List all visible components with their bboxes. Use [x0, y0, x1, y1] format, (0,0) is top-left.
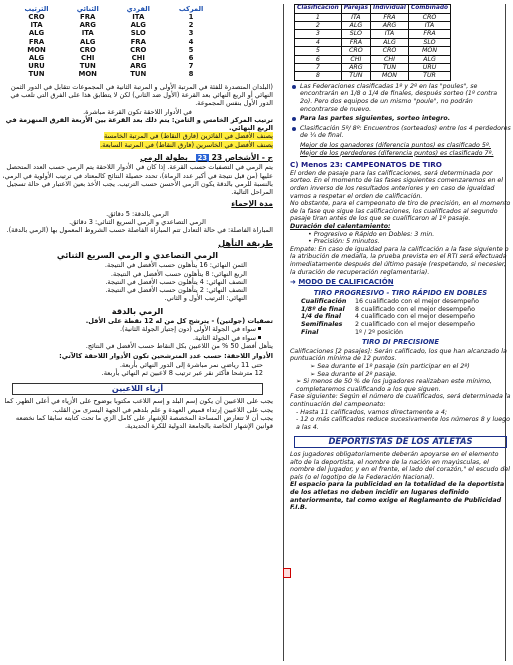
ranking-cell: ITA — [132, 13, 145, 21]
paragraph: الأدوار اللاحقة: حسب عدد المترشحين تكون الأدوار اللاحقة كالآتي: — [59, 352, 273, 361]
paragraph: Los jugadores obligatoriamente deberán apoyarse en el elemento alto de la deportista, el nombre de la nación en mayúsculas, el nombre del jugador, y en el frente, el lado del corazón," el escudo del país (o el logotipo de la Federación Nacional). — [290, 450, 510, 481]
bullet-text: Sea durante el 2º pasaje. — [317, 370, 398, 378]
paragraph: No obstante, para el campeonato de tiro de precisión, en el momento de la fase que sigue las calificaciones, los cualificados al segundo pasaje tiran antes de los que se cualificaron al 1º pasaje. — [290, 200, 511, 223]
bullet-item — [290, 115, 511, 123]
classification-row — [295, 72, 451, 80]
bullet-icon — [258, 336, 261, 339]
paragraph: ➢ Sea durante el 2º pasaje. — [310, 370, 398, 378]
paragraph: • Progresivo e Rápido en Dobles: 3 min. — [308, 230, 435, 238]
section-heading — [2, 154, 273, 162]
ranking-cell: URU — [28, 62, 45, 71]
ranking-cell: FRA — [130, 37, 146, 46]
classification-cell: 8 — [295, 72, 342, 80]
classification-cell: SLO — [408, 38, 450, 46]
list-text: Hasta 11 calificados, vamos directamente a 4; — [300, 408, 448, 416]
method-heading: طريقة التأهل — [218, 237, 273, 248]
ranking-cell: FRA — [28, 37, 45, 46]
bullet-text: Las Federaciones clasificadas 1º y 2º en las "poules", se encontrarán en 1/8 o 1/4 de finales, después sorteo (1º contra 2o). Pero dos equipos de un mismo "poule", no podrán encontrarse de nuevo. — [300, 82, 498, 113]
ranking-cell: ITA — [30, 21, 43, 30]
uniform-heading: أزياء اللاعبين — [12, 383, 263, 395]
ranking-cell: ALG — [28, 29, 45, 38]
ranking-cell: 7 — [188, 62, 194, 71]
ranking-cell: 5 — [188, 45, 194, 54]
ranking-cell: ALG — [28, 54, 45, 63]
ranking-cell: ARG — [130, 62, 147, 71]
ranking-cell: TUN — [130, 70, 147, 79]
classification-cell: URU — [408, 64, 450, 72]
classification-cell: FRA — [371, 13, 409, 21]
ranking-cell: CRO — [79, 45, 96, 54]
bullet-text: Clasificación 5º/ 8º: Encuentros (sorteados) entre los 4 perdedores de ¼ de final. — [300, 124, 511, 140]
paragraph: حتى 11 رياضي نمر مباشرة إلى الدور النهائي بأربعة. — [119, 360, 263, 369]
highlighted-text: يصنف الأفضل في الخاسرين (فارق النقاط) في المرتبة السابعة. — [100, 140, 273, 149]
classification-header-cell: Individual — [371, 5, 409, 14]
classification-row — [295, 47, 451, 55]
quota-line: الثمن النهائي: 16 يتأهلون حسب الأفضل في النتيجة. — [104, 261, 247, 270]
quota-round: Final — [301, 328, 319, 336]
quota-row — [298, 329, 482, 337]
paragraph: في الأدوار اللاحقة تكون القرعة مباشرة. — [83, 107, 192, 116]
warmup-heading: مدة الإحماء — [231, 199, 273, 209]
warmup-item: Precisión: 5 minutos. — [313, 238, 380, 246]
shooting-heading: بطولة الرمي — [140, 153, 188, 162]
classification-cell: 3 — [295, 30, 342, 38]
paragraph: Mejor de los perdedores (diferencia puntos) es clasificado 7º. — [300, 149, 494, 157]
classification-cell: 2 — [295, 22, 342, 30]
classification-cell: 6 — [295, 55, 342, 63]
bullet-text: سواء في الجولة الأولى (دون إجتياز الجولة الثانية). — [119, 325, 256, 334]
ranking-cell: CHI — [81, 54, 95, 63]
bullet-item — [290, 125, 511, 140]
classification-cell: 5 — [295, 47, 342, 55]
quota-row — [298, 306, 482, 314]
ranking-row — [10, 62, 218, 70]
classification-cell: ARG — [341, 64, 370, 72]
quota-line: النهائي: الترتيب الأول و الثاني. — [164, 294, 247, 303]
bullet-icon — [258, 327, 261, 330]
classification-header-cell: Parejas — [341, 5, 370, 14]
quota-round: Semifinales — [301, 321, 343, 329]
classification-cell: ALG — [408, 55, 450, 63]
ranking-header-cell: الثنائي — [76, 5, 99, 13]
classification-cell: CRO — [341, 47, 370, 55]
paragraph: المباراة الفاصلة: في حالة التعادل تتم المباراة الفاصلة حسب الشروط المعمول بها (الرمي بالدقة). — [6, 226, 273, 235]
classification-cell: 1 — [295, 13, 342, 21]
quota-value: 4 cualificado con el mejor desempeño — [355, 313, 475, 321]
ranking-cell: ARG — [79, 21, 96, 30]
quota-value: 8 cualificado con el mejor desempeño — [355, 305, 475, 313]
precision-heading: TIRO DI PRECISIONE — [362, 338, 439, 347]
highlighted-text: يصنف الأفضل في الفائزين (فارق النقاط) في المرتبة الخامسة — [104, 132, 273, 141]
classification-cell: CRO — [371, 47, 409, 55]
classification-cell: CHI — [341, 55, 370, 63]
classification-cell: CHI — [371, 55, 409, 63]
ranking-cell: 2 — [188, 21, 194, 30]
section-c-label: ج - الأشخاص 23 — [211, 153, 273, 162]
precision-heading: الرمي بالدقة — [111, 305, 164, 316]
paragraph: - 12 o más calificados reduce sucesivamente los números 8 y luego a las 4. — [296, 416, 510, 431]
paragraph: يجب أن لا تتعارض المساحة المخصصة للإشهار على كامل الزي ما تحت كتابته سابقا كما نخضعه قوانين الإشهار الخاصة بالجامعة الدولية للكرة الحديدية. — [15, 414, 273, 431]
ranking-cell: MON — [27, 45, 46, 54]
classification-header-cell: Combinado — [408, 5, 450, 14]
ranking-row — [10, 70, 218, 78]
quota-value: 1º / 2º posición — [355, 328, 404, 336]
paragraph — [2, 325, 273, 333]
ranking-cell: TUN — [79, 62, 96, 71]
ranking-header-cell: المركب — [178, 5, 204, 13]
classification-header-cell: Clasificación — [295, 5, 342, 14]
classification-cell: TUR — [408, 72, 450, 80]
ranking-row — [10, 21, 218, 29]
warmup-title: Duración del calentamiento: — [290, 222, 391, 230]
bullet-text: Para las partes siguientes, sorteo integro. — [300, 115, 451, 123]
classification-row — [295, 64, 451, 72]
classification-cell: TUN — [341, 72, 370, 80]
paragraph: El espacio para la publicidad en la totalidad de la deportista de los atletas no deben incidir en lugares definido anteriormente, tal como exige el Reglamento de Publicidad F.I.B. — [290, 481, 505, 512]
quota-line: النصف النهائي: 4 يتأهلون حسب الأفضل في النتيجة. — [105, 277, 247, 286]
paragraph: تصفيات (جولتين) - يترشح كل من له 12 نقطة على الأقل. — [85, 317, 273, 326]
deportistas-heading: DEPORTISTAS DE LOS ATLETAS — [294, 436, 507, 448]
ranking-cell: SLO — [130, 29, 146, 38]
quota-line: الربع النهائي: 8 يتأهلون حسب الأفضل في النتيجة. — [110, 269, 247, 278]
classification-cell: CRO — [408, 13, 450, 21]
paragraph: الرمي التصاعدي و الرمي السريع الثنائي: 3 دقائق. — [69, 218, 206, 227]
ranking-cell: CRO — [28, 13, 45, 21]
classification-row — [295, 38, 451, 46]
classification-cell: 7 — [295, 64, 342, 72]
progressive-heading: TIRO PROGRESIVO - TIRO RÁPIDO EN DOBLES — [313, 288, 488, 297]
modo-heading-text: MODO DE CALIFICACIÓN — [298, 278, 394, 287]
classification-cell: ALG — [371, 38, 409, 46]
ranking-cell: FRA — [80, 13, 96, 21]
paragraph: Calificaciones [2 pasajes]: Serán calificado, los que han alcanzado la puntuación mínima de 12 puntos. — [290, 347, 507, 363]
classification-cell: ARG — [371, 22, 409, 30]
quota-round: 1/8º de final — [301, 305, 345, 313]
ranking-cell: ITA — [81, 29, 94, 38]
ranking-cell: CHI — [131, 54, 145, 63]
spanish-column — [290, 2, 511, 663]
classification-table — [294, 4, 451, 81]
quota-row — [298, 298, 482, 306]
classification-row — [295, 13, 451, 21]
quota-round: Cualificación — [301, 298, 347, 306]
ranking-row — [10, 13, 218, 21]
ranking-cell: 1 — [188, 13, 194, 21]
paragraph: - Hasta 11 calificados, vamos directamente a 4; — [296, 408, 448, 416]
ranking-cell: 4 — [188, 37, 194, 46]
arabic-text — [2, 83, 273, 431]
section-c-title: C) Menos 23: CAMPEONATOS DE TIRO — [290, 160, 442, 170]
ranking-cell: ALG — [80, 37, 96, 46]
classification-cell: ITA — [371, 30, 409, 38]
age-badge: 23 — [197, 154, 207, 162]
bullet-item — [290, 83, 511, 113]
classification-row — [295, 22, 451, 30]
paragraph: 12 مترشحا فأكثر نقر عبر ترتيب 8 لاعبين ثم النهائي بأربعة. — [101, 368, 263, 377]
ranking-row — [10, 46, 218, 54]
ranking-cell: ALG — [130, 21, 146, 30]
ranking-cell: 6 — [188, 54, 194, 63]
ranking-row — [10, 54, 218, 62]
paragraph: Mejor de los ganadores (diferencia puntos) es clasificado 5º. — [300, 142, 491, 149]
paragraph: Empate: En caso de igualdad para la calificación a la fase siguiente o la atribución de medalla, la prueba prevista en el RTI será efectuada inmediatamente después del último pasaje (respetando, si necesier, la duración de recuperación reglamentaria). — [290, 245, 509, 276]
ranking-cell: 8 — [188, 70, 194, 79]
paragraph: • Precisión: 5 minutos. — [308, 238, 380, 246]
ranking-row — [10, 38, 218, 46]
bullet-text: سواء في الجولة الثانية. — [192, 333, 256, 342]
classification-row — [295, 30, 451, 38]
classification-cell: MON — [371, 72, 409, 80]
ranking-cell: 3 — [188, 29, 194, 38]
bullet-text: Sea durante el 1º pasaje (sin participar en el 2º) — [317, 363, 470, 371]
quota-value: 16 cualificado con el mejor desempeño — [355, 298, 479, 306]
classification-cell: SLO — [341, 30, 370, 38]
paragraph: ➢ Si menos de 50 % de los jugadores realizaban este mínimo, completaremos cualificando a los que siguen. — [296, 378, 492, 393]
bullet-text: Si menos de 50 % de los jugadores realizaban este mínimo, completaremos cualificando a los que siguen. — [296, 378, 492, 393]
paragraph — [2, 141, 273, 149]
ranking-cell: TUN — [28, 70, 45, 79]
classification-row — [295, 55, 451, 63]
arabic-column — [2, 2, 273, 663]
quota-round: 1/4 de final — [301, 313, 342, 321]
ranking-cell: MON — [78, 70, 97, 79]
warmup-item: Progresivo e Rápido en Dobles: 3 min. — [313, 230, 435, 238]
paragraph: ➢ Sea durante el 1º pasaje (sin participar en el 2º) — [310, 363, 470, 371]
paragraph: يجب على اللاعبين أن يكون إسم البلد و إسم اللاعب مكتوبا بوضوح على الأزياء في أعلى الظهر. كما يجب على اللاعبين إرتداء قميص العهدة و علم بلدهم في الجهة اليسرى من القلب. — [4, 397, 273, 414]
ranking-header-cell: الترتيب — [24, 5, 49, 13]
classification-cell: TUN — [371, 64, 409, 72]
quota-row — [298, 321, 482, 329]
quota-table — [298, 298, 482, 336]
paragraph: El orden de pasaje para las calificaciones, será determinada por sorteo. En el momento de las fases siguientes comenzaremos en el orden inverso de los resultados anteriores y en caso de igualdad vamos a respetar el orden de calificación. — [290, 169, 504, 200]
quota-value: 2 cualificado con el mejor desempeño — [355, 321, 475, 329]
paragraph: يتأهل أفضل 50 % من اللاعبين بكل النقاط حسب الأفضل في النتائج. — [85, 341, 273, 350]
paragraph: Fase siguiente: Según el número de cualificados, será determinada la continuación del campeonato: — [290, 393, 511, 408]
ranking-table — [10, 5, 218, 79]
paragraph: الرمي بالدقة: 5 دقائق. — [106, 209, 169, 218]
classification-cell: ALG — [341, 22, 370, 30]
paragraph — [2, 132, 273, 140]
ranking-row — [10, 29, 218, 37]
classification-cell: MON — [408, 47, 450, 55]
progressive-heading: الرمي التصاعدي و الرمي السريع الثنائي — [56, 249, 219, 260]
modo-heading: ➜ MODO DE CALIFICACIÓN — [290, 278, 394, 287]
ranking-header-cell: الفردي — [126, 5, 150, 13]
classification-cell: FRA — [408, 30, 450, 38]
quota-line: النصف النهائي: 2 يتأهلون حسب الأفضل في النتيجة. — [105, 286, 247, 295]
column-divider — [283, 4, 284, 661]
classification-cell: ITA — [341, 13, 370, 21]
paragraph — [2, 334, 273, 342]
ranking-cell: CRO — [130, 45, 147, 54]
classification-cell: ITA — [408, 22, 450, 30]
paragraph: يتم الرمي في التصفيات حسب القرعة. إذا كان في الأدوار اللاحقة يتم الرمي حسب العدد المتحصل عليها (من قبل نتيجة في أكبر عدد الرماة)، تحدد حصيلة النتائج كالمعتاد في ترتيب الأولوية في الرمي، بالنسبة للرمي بالدقة يكون الرمي الأحسن حسب الترتيب. يجب الأخذ بعين الاعتبار في حالة تسجيل المراحل التالية. — [2, 163, 273, 197]
classification-cell: FRA — [341, 38, 370, 46]
paragraph: (البلدان المتصدرة للفئة في المرتبة الأولى و المرتبة الثانية في المجموعات تتقابل في الدور الثمن النهائي أو الربع النهائي بعد القرعة (الأول ضد الثاني) لكن لا يتطابق هذا على الفرق التي تلعب في الدور الأول بنفس المجموعة. — [10, 82, 273, 108]
quota-row — [298, 313, 482, 321]
classification-cell: 4 — [295, 38, 342, 46]
paragraph: ترتيب المركز الخامس و الثامن: يتم ذلك بعد القرعة بين الأربعة الفرق المنهزمة في الربع النهائي. — [5, 115, 273, 133]
list-text: 12 o más calificados reduce sucesivamente los números 8 y luego a las 4. — [296, 416, 510, 431]
